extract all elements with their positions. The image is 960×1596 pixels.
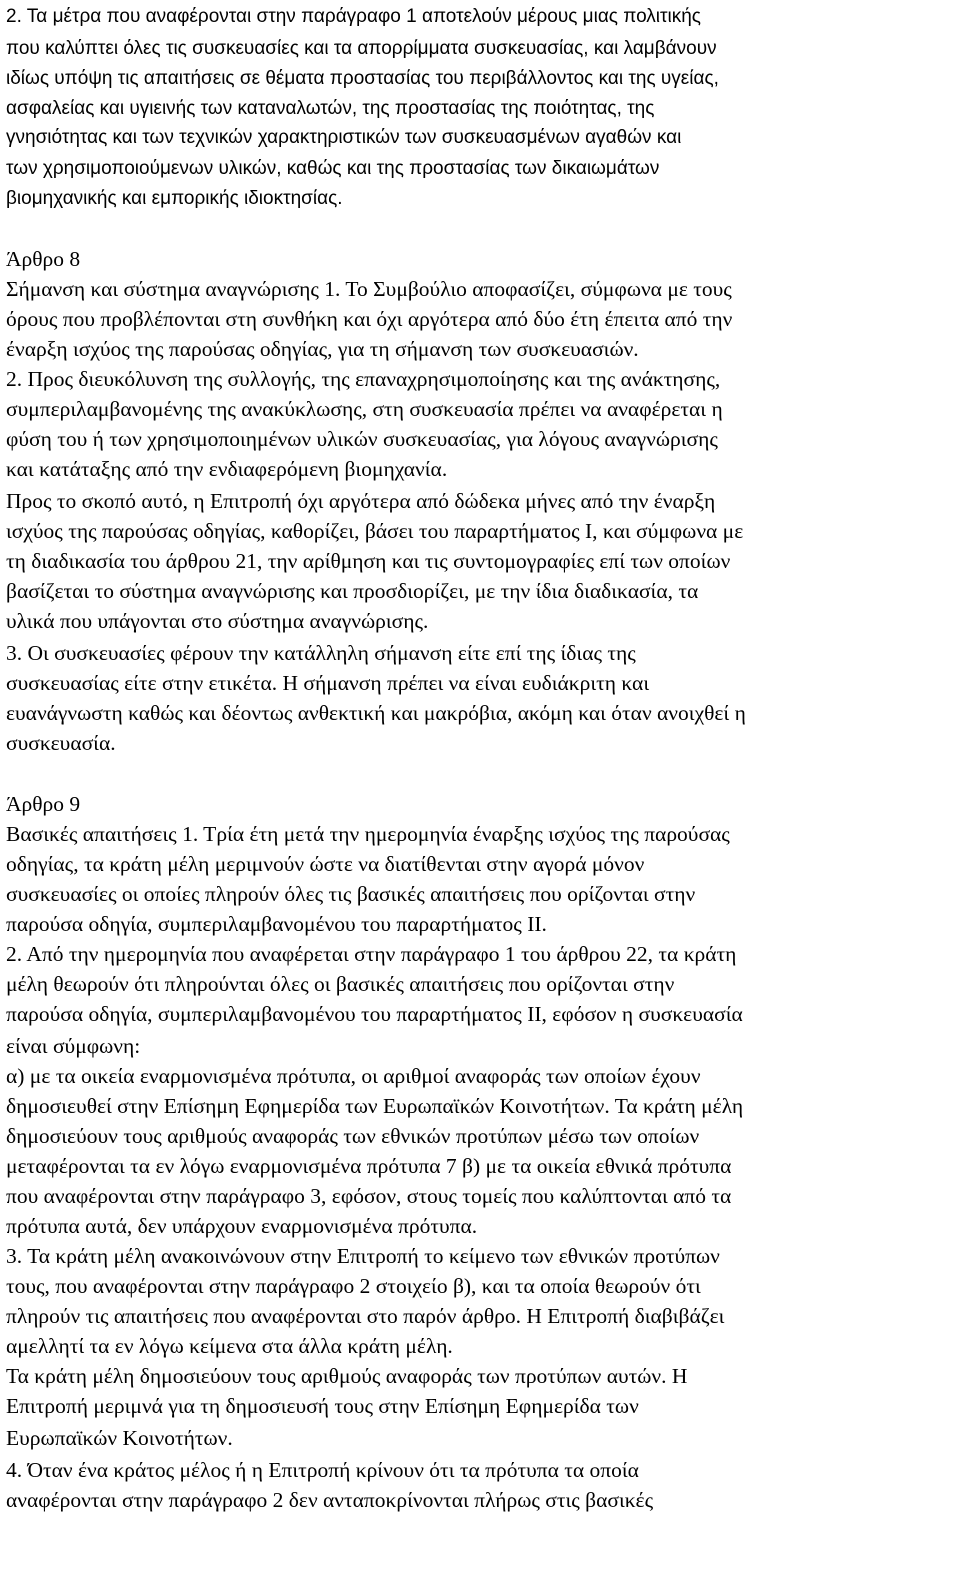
text-line: συσκευασία.: [6, 731, 116, 755]
text-line: 3. Οι συσκευασίες φέρουν την κατάλληλη σήμανση είτε επί της ίδιας της: [6, 641, 636, 665]
text-line: γνησιότητας και των τεχνικών χαρακτηριστικών των συσκευασμένων αγαθών και: [6, 127, 682, 148]
text-line: οδηγίας, τα κράτη μέλη μεριμνούν ώστε να διατίθενται στην αγορά μόνον: [6, 852, 645, 876]
text-line: ιδίως υπόψη τις απαιτήσεις σε θέματα προστασίας του περιβάλλοντος και της υγείας,: [6, 68, 719, 89]
text-line: δημοσιευθεί στην Επίσημη Εφημερίδα των Ευρωπαϊκών Κοινοτήτων. Τα κράτη μέλη: [6, 1094, 744, 1118]
text-line: είναι σύμφωνη:: [6, 1034, 141, 1058]
text-line: 4. Όταν ένα κράτος μέλος ή η Επιτροπή κρίνουν ότι τα πρότυπα τα οποία: [6, 1458, 639, 1482]
text-line: δημοσιεύουν τους αριθμούς αναφοράς των εθνικών προτύπων μέσω των οποίων: [6, 1124, 700, 1148]
text-line: 3. Τα κράτη μέλη ανακοινώνουν στην Επιτροπή το κείμενο των εθνικών προτύπων: [6, 1244, 720, 1268]
text-line: που αναφέρονται στην παράγραφο 3, εφόσον, στους τομείς που καλύπτονται από τα: [6, 1184, 732, 1208]
text-line: υλικά που υπάγονται στο σύστημα αναγνώρισης.: [6, 609, 429, 633]
text-line: όρους που προβλέπονται στη συνθήκη και όχι αργότερα από δύο έτη έπειτα από την: [6, 307, 733, 331]
text-line: φύση του ή των χρησιμοποιημένων υλικών συσκευασίας, για λόγους αναγνώρισης: [6, 427, 718, 451]
text-line: Τα κράτη μέλη δημοσιεύουν τους αριθμούς αναφοράς των προτύπων αυτών. Η: [6, 1364, 688, 1388]
text-line: μέλη θεωρούν ότι πληρούνται όλες οι βασικές απαιτήσεις που ορίζονται στην: [6, 972, 675, 996]
text-line: έναρξη ισχύος της παρούσας οδηγίας, για τη σήμανση των συσκευασιών.: [6, 337, 639, 361]
text-line: πληρούν τις απαιτήσεις που αναφέρονται στο παρόν άρθρο. Η Επιτροπή διαβιβάζει: [6, 1304, 725, 1328]
text-line: και κατάταξης από την ενδιαφερόμενη βιομηχανία.: [6, 457, 448, 481]
text-line: Επιτροπή μεριμνά για τη δημοσιευσή τους στην Επίσημη Εφημερίδα των: [6, 1394, 639, 1418]
text-line: συσκευασίας είτε στην ετικέτα. Η σήμανση πρέπει να είναι ευδιάκριτη και: [6, 671, 650, 695]
text-line: ευανάγνωστη καθώς και δέοντως ανθεκτική και μακρόβια, ακόμη και όταν ανοιχθεί η: [6, 701, 746, 725]
text-line: πρότυπα αυτά, δεν υπάρχουν εναρμονισμένα πρότυπα.: [6, 1214, 478, 1238]
text-line: α) με τα οικεία εναρμονισμένα πρότυπα, οι αριθμοί αναφοράς των οποίων έχουν: [6, 1064, 701, 1088]
text-line: συμπεριλαμβανομένης της ανακύκλωσης, στη συσκευασία πρέπει να αναφέρεται η: [6, 397, 723, 421]
text-line: των χρησιμοποιούμενων υλικών, καθώς και της προστασίας των δικαιωμάτων: [6, 158, 660, 179]
text-line: Προς το σκοπό αυτό, η Επιτροπή όχι αργότερα από δώδεκα μήνες από την έναρξη: [6, 489, 716, 513]
text-line: παρούσα οδηγία, συμπεριλαμβανομένου του παραρτήματος ΙΙ, εφόσον η συσκευασία: [6, 1002, 743, 1026]
text-line: παρούσα οδηγία, συμπεριλαμβανομένου του παραρτήματος ΙΙ.: [6, 912, 547, 936]
text-line: αμελλητί τα εν λόγω κείμενα στα άλλα κράτη μέλη.: [6, 1334, 453, 1358]
text-line: μεταφέρονται τα εν λόγω εναρμονισμένα πρότυπα 7 β) με τα οικεία εθνικά πρότυπα: [6, 1154, 732, 1178]
text-line: αναφέρονται στην παράγραφο 2 δεν ανταποκρίνονται πλήρως στις βασικές: [6, 1488, 654, 1512]
text-line: Άρθρο 8: [6, 247, 81, 271]
text-line: βιομηχανικής και εμπορικής ιδιοκτησίας.: [6, 188, 343, 209]
text-line: 2. Τα μέτρα που αναφέρονται στην παράγραφο 1 αποτελούν μέρους μιας πολιτικής: [6, 6, 701, 27]
text-line: 2. Από την ημερομηνία που αναφέρεται στην παράγραφο 1 του άρθρου 22, τα κράτη: [6, 942, 737, 966]
text-line: Σήμανση και σύστημα αναγνώρισης 1. Το Συμβούλιο αποφασίζει, σύμφωνα με τους: [6, 277, 732, 301]
text-line: ισχύος της παρούσας οδηγίας, καθορίζει, βάσει του παραρτήματος Ι, και σύμφωνα με: [6, 519, 744, 543]
text-line: συσκευασίες οι οποίες πληρούν όλες τις βασικές απαιτήσεις που ορίζονται στην: [6, 882, 696, 906]
text-line: ασφαλείας και υγιεινής των καταναλωτών, της προστασίας της ποιότητας, της: [6, 98, 655, 119]
text-line: που καλύπτει όλες τις συσκευασίες και τα απορρίμματα συσκευασίας, και λαμβάνουν: [6, 38, 717, 59]
text-line: τη διαδικασία του άρθρου 21, την αρίθμηση και τις συντομογραφίες επί των οποίων: [6, 549, 731, 573]
text-line: Ευρωπαϊκών Κοινοτήτων.: [6, 1426, 233, 1450]
text-line: Βασικές απαιτήσεις 1. Τρία έτη μετά την ημερομηνία έναρξης ισχύος της παρούσας: [6, 822, 730, 846]
text-line: βασίζεται το σύστημα αναγνώρισης και προσδιορίζει, με την ίδια διαδικασία, τα: [6, 579, 699, 603]
text-line: Άρθρο 9: [6, 792, 81, 816]
text-line: τους, που αναφέρονται στην παράγραφο 2 στοιχείο β), και τα οποία θεωρούν ότι: [6, 1274, 701, 1298]
text-line: 2. Προς διευκόλυνση της συλλογής, της επαναχρησιμοποίησης και της ανάκτησης,: [6, 367, 721, 391]
